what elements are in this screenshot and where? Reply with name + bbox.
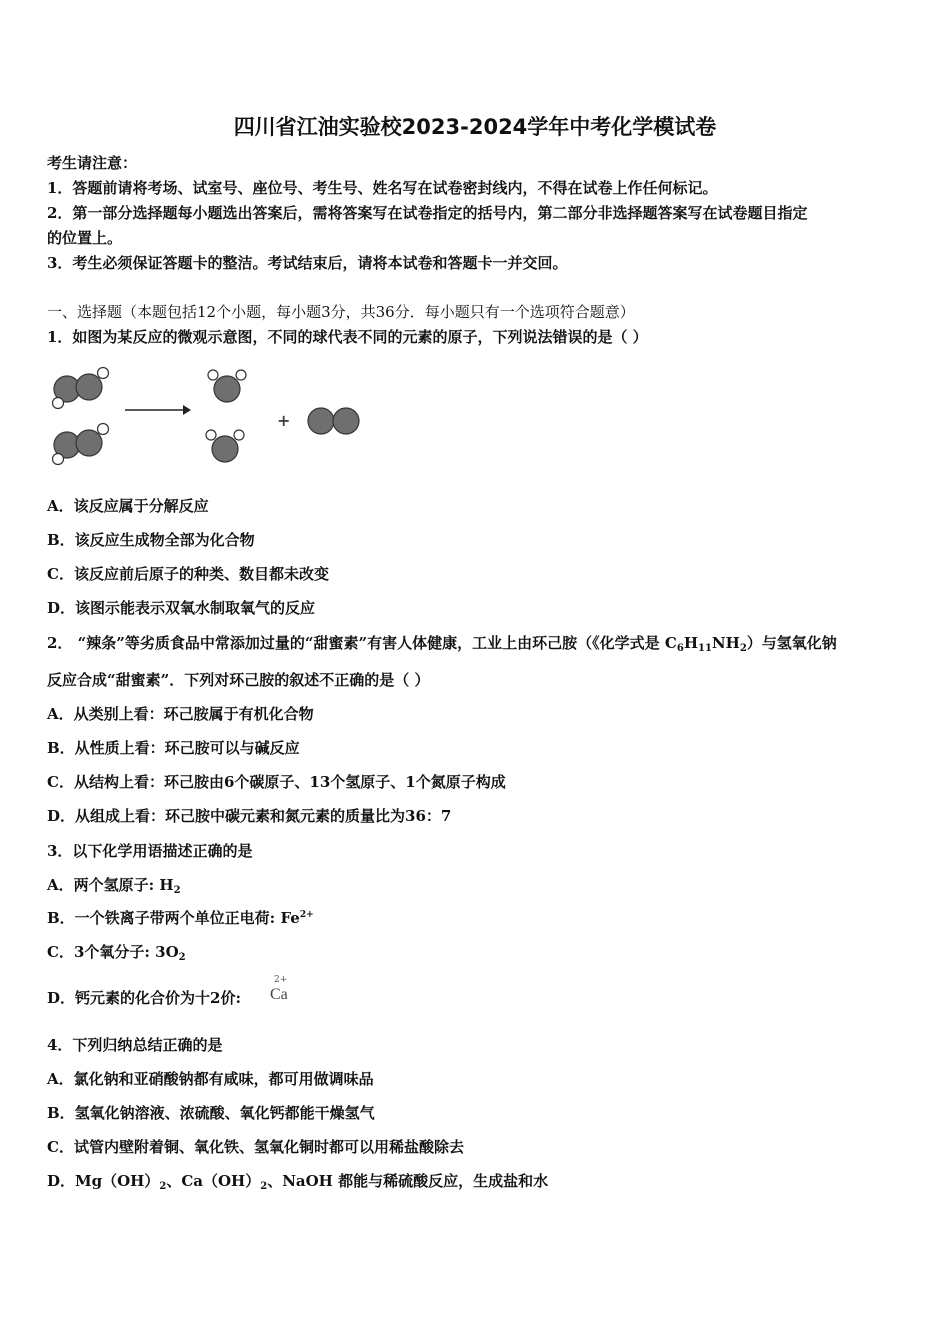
q1-option-a: A．该反应属于分解反应 [47, 497, 209, 515]
q4-d-part3: 、NaOH 都能与稀硫酸反应，生成盐和水 [267, 1172, 549, 1190]
q3-b-text: B．一个铁离子带两个单位正电荷: Fe [47, 909, 300, 927]
q4-option-b: B．氢氧化钠溶液、浓硫酸、氧化钙都能干燥氢气 [47, 1104, 375, 1122]
q2-option-b: B．从性质上看：环己胺可以与碱反应 [47, 739, 300, 757]
q4-d-part1: D．Mg（OH） [47, 1172, 160, 1190]
reaction-diagram [45, 363, 375, 475]
q4-d-sub1: 2 [159, 1181, 167, 1192]
q1-option-c: C．该反应前后原子的种类、数目都未改变 [47, 565, 329, 583]
page-title: 四川省江油实验校2023-2024学年中考化学模试卷 [233, 115, 717, 139]
q3-stem: 3．以下化学用语描述正确的是 [47, 842, 253, 860]
q3-c-text: C．3个氧分子: 3O [47, 943, 179, 961]
plus-sign: + [277, 411, 291, 430]
q3-c-sub: 2 [178, 952, 186, 963]
q2-stem-line1 [47, 632, 837, 654]
section-heading: 一、选择题（本题包括12个小题，每小题3分，共36分．每小题只有一个选项符合题意） [47, 303, 635, 321]
q2-stem-line2: 反应合成“甜蜜素”．下列对环己胺的叙述不正确的是（ ） [47, 671, 430, 689]
q3-option-a [47, 874, 181, 896]
notice-item-2-cont: 的位置上。 [47, 229, 123, 247]
q2-option-c: C．从结构上看：环己胺由6个碳原子、13个氢原子、1个氮原子构成 [47, 773, 506, 791]
notice-item-1: 1．答题前请将考场、试室号、座位号、考生号、姓名写在试卷密封线内，不得在试卷上作任何标记。 [47, 179, 718, 197]
q3-d-valence: 2+ [274, 975, 288, 985]
q4-option-c: C．试管内壁附着铜、氧化铁、氢氧化铜时都可以用稀盐酸除去 [47, 1138, 464, 1156]
q3-a-sub: 2 [173, 885, 181, 896]
q3-a-text: A．两个氢原子: H [47, 876, 174, 894]
q2-stem-text: 2． “辣条”等劣质食品中常添加过量的“甜蜜素”有害人体健康，工业上由环己胺（《化学式是 C [47, 634, 677, 652]
q3-b-sup: 2+ [299, 910, 314, 920]
q1-option-d: D．该图示能表示双氧水制取氧气的反应 [47, 599, 316, 617]
q2-stem-end: ）与氢氧化钠 [746, 634, 837, 652]
notice-item-2: 2．第一部分选择题每小题选出答案后，需将答案写在试卷指定的括号内，第二部分非选择题答案写在试卷题目指定 [47, 204, 808, 222]
q3-option-d: D．钙元素的化合价为十2价: [47, 989, 241, 1007]
q2-option-a: A．从类别上看：环己胺属于有机化合物 [47, 705, 314, 723]
q2-option-d: D．从组成上看：环己胺中碳元素和氮元素的质量比为36：7 [47, 807, 452, 825]
q1-option-b: B．该反应生成物全部为化合物 [47, 531, 255, 549]
q4-d-sub2: 2 [260, 1181, 268, 1192]
q4-stem: 4．下列归纳总结正确的是 [47, 1036, 223, 1054]
q4-option-a: A．氯化钠和亚硝酸钠都有咸味，都可用做调味品 [47, 1070, 374, 1088]
q1-stem: 1．如图为某反应的微观示意图，不同的球代表不同的元素的原子，下列说法错误的是（ ） [47, 328, 648, 346]
formula-nh: NH [711, 634, 740, 652]
formula-sub-11: 11 [698, 643, 712, 654]
formula-h: H [683, 634, 698, 652]
notice-item-3: 3．考生必须保证答题卡的整洁。考试结束后，请将本试卷和答题卡一并交回。 [47, 254, 568, 272]
notice-heading: 考生请注意： [47, 154, 138, 172]
formula-sub-6: 6 [676, 643, 684, 654]
q4-d-part2: 、Ca（OH） [166, 1172, 261, 1190]
arrow-head [183, 405, 191, 415]
q3-d-calcium: Ca [270, 986, 288, 1003]
q3-option-c [47, 941, 186, 963]
q3-option-b [47, 907, 314, 928]
q4-option-d [47, 1170, 548, 1192]
formula-sub-2: 2 [739, 643, 747, 654]
